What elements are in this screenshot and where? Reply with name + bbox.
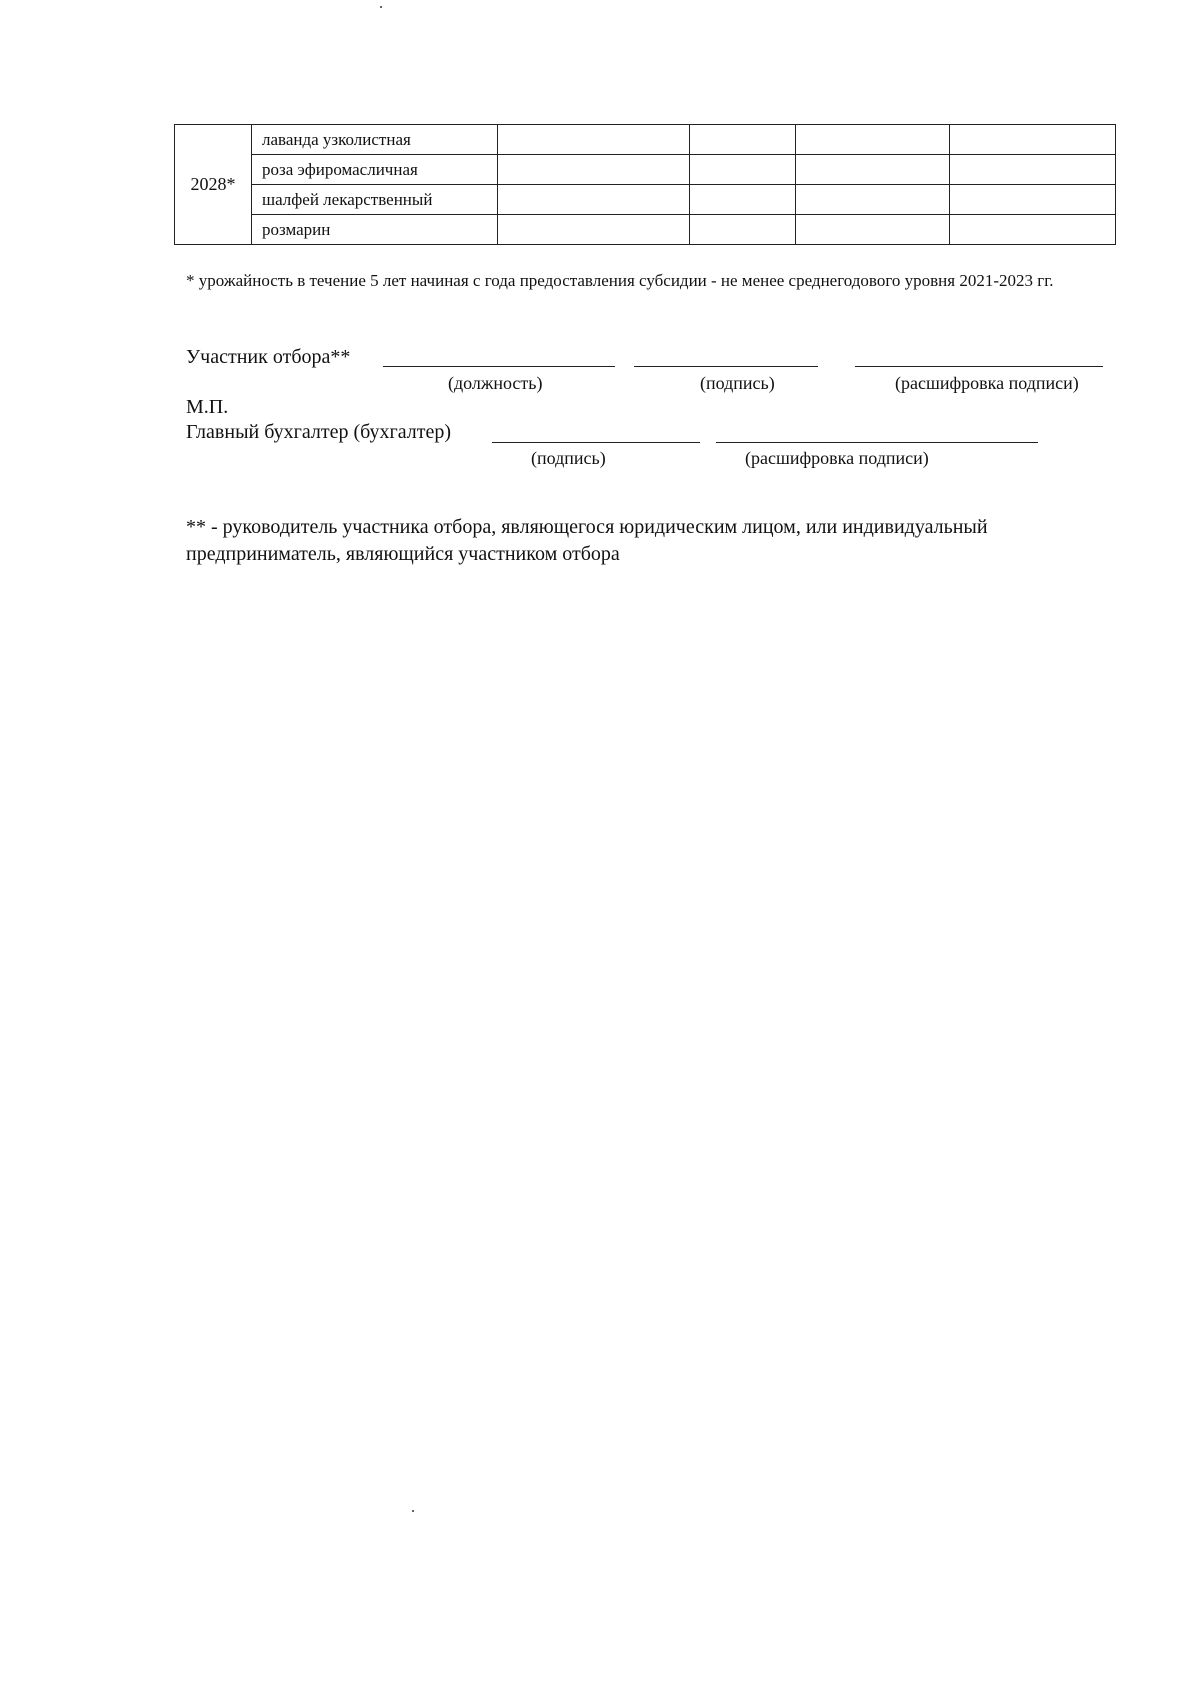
empty-cell (498, 185, 690, 215)
decoding-caption: (расшифровка подписи) (895, 373, 1079, 393)
decoding-line[interactable] (855, 366, 1103, 367)
table-row (175, 125, 1116, 155)
stamp-label: М.П. (186, 396, 229, 418)
year-cell: 2028* (175, 125, 252, 245)
crop-yield-table (174, 124, 1116, 245)
empty-cell (950, 215, 1116, 245)
empty-cell (690, 125, 796, 155)
accountant-signature-caption: (подпись) (531, 448, 606, 468)
empty-cell (690, 215, 796, 245)
empty-cell (796, 155, 950, 185)
head-footnote: ** - руководитель участника отбора, являющегося юридическим лицом, или индивидуальный предприниматель, являющийся участником отбора (186, 516, 988, 565)
empty-cell (796, 215, 950, 245)
table-row (175, 215, 1116, 245)
accountant-signature-line[interactable] (492, 442, 700, 443)
accountant-decoding-line[interactable] (716, 442, 1038, 443)
empty-cell (690, 185, 796, 215)
accountant-decoding-caption: (расшифровка подписи) (745, 448, 929, 468)
signature-line[interactable] (634, 366, 818, 367)
table-row (175, 185, 1116, 215)
yield-footnote: * урожайность в течение 5 лет начиная с года предоставления субсидии - не менее среднегодового уровня 2021-2023 гг. (186, 271, 1054, 290)
empty-cell (690, 155, 796, 185)
accountant-label: Главный бухгалтер (бухгалтер) (186, 421, 452, 443)
empty-cell (950, 125, 1116, 155)
crop-name-cell: роза эфиромасличная (252, 155, 498, 185)
empty-cell (950, 185, 1116, 215)
empty-cell (498, 155, 690, 185)
scan-speck-bottom (412, 1510, 414, 1512)
scan-speck-top (380, 6, 382, 8)
crop-name-cell: шалфей лекарственный (252, 185, 498, 215)
crop-name-cell: лаванда узколистная (252, 125, 498, 155)
empty-cell (498, 215, 690, 245)
empty-cell (498, 125, 690, 155)
crop-name-cell: розмарин (252, 215, 498, 245)
empty-cell (796, 185, 950, 215)
empty-cell (796, 125, 950, 155)
signature-caption: (подпись) (700, 373, 775, 393)
table-row (175, 155, 1116, 185)
position-caption: (должность) (448, 373, 543, 393)
empty-cell (950, 155, 1116, 185)
participant-label: Участник отбора** (186, 346, 351, 368)
position-line[interactable] (383, 366, 615, 367)
